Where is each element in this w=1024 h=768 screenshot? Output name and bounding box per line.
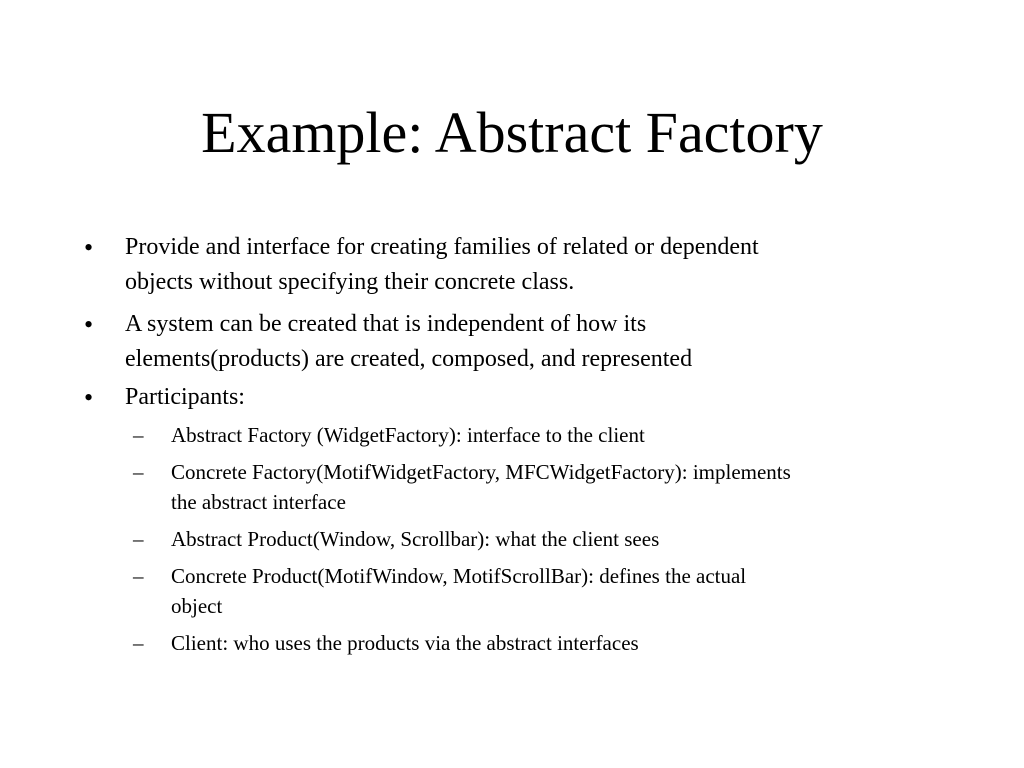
sub-bullet-text (171, 457, 961, 517)
sub-bullet-line: Client: who uses the products via the abstract interfaces (171, 631, 639, 655)
sub-bullet-line: Concrete Product(MotifWindow, MotifScrollBar): defines the actual (171, 564, 747, 588)
sub-bullet-line: object (171, 594, 223, 618)
slide-title: Example: Abstract Factory (201, 100, 823, 165)
sub-bullet-line: the abstract interface (171, 490, 346, 514)
sub-bullet-text (171, 628, 961, 658)
sub-bullet-line: Abstract Factory (WidgetFactory): interface to the client (171, 423, 645, 447)
bullet-line: elements(products) are created, composed, and represented (125, 346, 693, 372)
dash-icon: – (133, 423, 144, 447)
sub-bullet-text (171, 561, 961, 621)
sub-bullet-line: Abstract Product(Window, Scrollbar): what the client sees (171, 527, 660, 551)
bullet-line: A system can be created that is independent of how its (125, 311, 647, 337)
dash-icon: – (133, 631, 144, 655)
bullet-text (125, 380, 900, 415)
bullet-line: objects without specifying their concrete class. (125, 269, 575, 295)
sub-bullet-line: Concrete Factory(MotifWidgetFactory, MFCWidgetFactory): implements (171, 460, 791, 484)
sub-bullet-text (171, 524, 961, 554)
bullet-text (125, 230, 900, 300)
bullet-line: Participants: (125, 384, 245, 410)
bullet-text (125, 307, 900, 377)
sub-bullet-text (171, 420, 961, 450)
bullet-icon: • (84, 383, 94, 412)
dash-icon: – (133, 460, 144, 484)
bullet-icon: • (84, 233, 94, 262)
dash-icon: – (133, 564, 144, 588)
dash-icon: – (133, 527, 144, 551)
bullet-icon: • (84, 310, 94, 339)
bullet-line: Provide and interface for creating families of related or dependent (125, 234, 759, 260)
